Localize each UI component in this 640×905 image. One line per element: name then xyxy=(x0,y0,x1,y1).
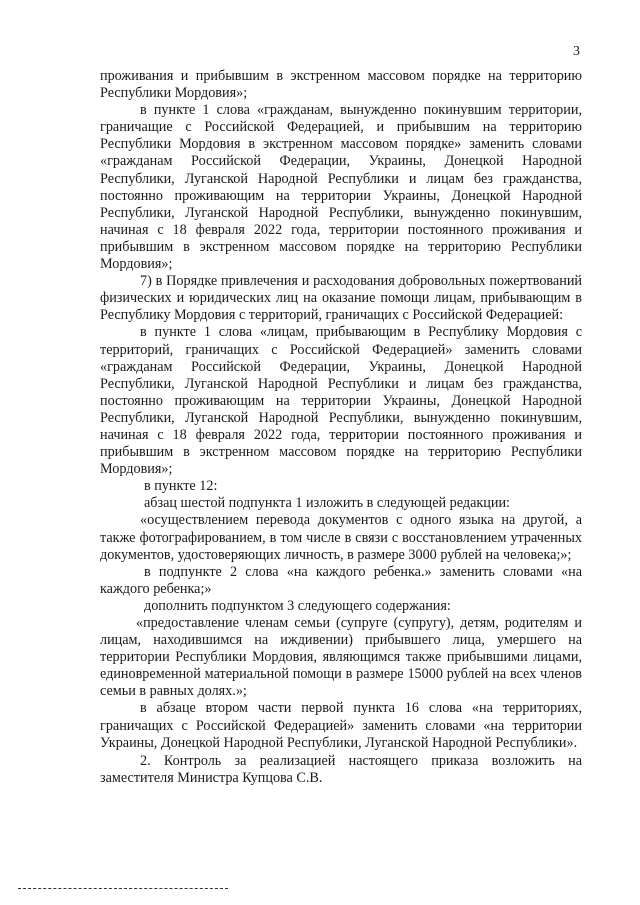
paragraph-family-aid: «предоставление членам семьи (супруге (супругу), детям, родителям и лицам, находившимся на иждивении) прибывшего лица, умершего на территории Республики Мордовия, являющимся также прибывшими лицами, единовременной материальной помощи в размере 15000 рублей на всех членов семьи в равных долях.»; xyxy=(100,615,582,700)
paragraph-subpoint-2: в подпункте 2 слова «на каждого ребенка.» заменить словами «на каждого ребенка;» xyxy=(100,563,582,597)
paragraph-point-1-donations: в пункте 1 слова «лицам, прибывающим в Республику Мордовия с территорий, граничащих с Российской Федерацией» заменить словами «гражданам Российской Федерации, Украины, Донецкой Народной Республики, Луганской Народной Республики и лицам без гражданства, постоянно проживающим на территории Украины, Донецкой Народной Республики, Луганской Народной Республики, вынужденно покинувшим, начиная с 18 февраля 2022 года, территории постоянного проживания и прибывшим в экстренном массовом порядке на территорию Республики Мордовия»; xyxy=(100,324,582,478)
footer-divider xyxy=(18,888,228,889)
paragraph-control: 2. Контроль за реализацией настоящего приказа возложить на заместителя Министра Купцова С.В. xyxy=(100,752,582,786)
paragraph-translation-text: «осуществлением перевода документов с одного языка на другой, а также фотографированием, в том числе в связи с восстановлением утраченных документов, удостоверяющих личность, в размере 3000 рублей на человека;»; xyxy=(100,512,582,563)
paragraph-point-1-amendment: в пункте 1 слова «гражданам, вынужденно покинувшим территории, граничащие с Российской Федерацией, и прибывшим на территорию Республики Мордовия в экстренном массовом порядке» заменить словами «гражданам Российской Федерации, Украины, Донецкой Народной Республики, Луганской Народной Республики и лицам без гражданства, постоянно проживающим на территории Украины, Донецкой Народной Республики, Луганской Народной Республики, вынужденно покинувшим, начиная с 18 февраля 2022 года, территории постоянного проживания и прибывшим в экстренном массовом порядке на территорию Республики Мордовия»; xyxy=(100,102,582,273)
document-body xyxy=(100,68,582,787)
paragraph-point-16: в абзаце втором части первой пункта 16 слова «на территориях, граничащих с Российской Федерацией» заменить словами «на территории Украины, Донецкой Народной Республики, Луганской Народной Республики». xyxy=(100,700,582,751)
paragraph-subparagraph-6: абзац шестой подпункта 1 изложить в следующей редакции: xyxy=(144,495,510,512)
page-number: 3 xyxy=(573,44,580,59)
paragraph-continuation: проживания и прибывшим в экстренном массовом порядке на территорию Республики Мордовия»; xyxy=(100,68,582,102)
paragraph-item-7: 7) в Порядке привлечения и расходования добровольных пожертвований физических и юридических лиц на оказание помощи лицам, прибывающим в Республику Мордовия с территорий, граничащих с Российской Федерацией: xyxy=(100,273,582,324)
paragraph-add-subpoint-3: дополнить подпунктом 3 следующего содержания: xyxy=(144,597,451,614)
paragraph-point-12: в пункте 12: xyxy=(144,478,218,495)
